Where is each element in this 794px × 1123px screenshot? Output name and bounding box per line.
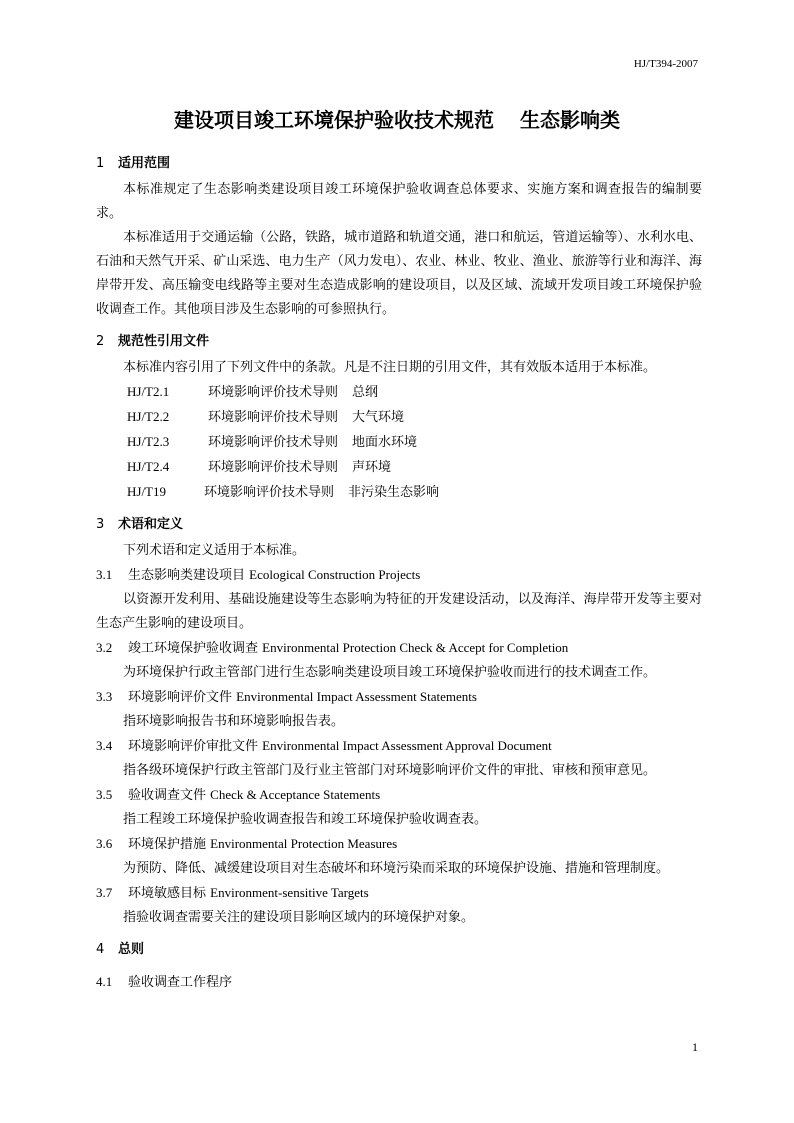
page-number: 1 [692, 1040, 698, 1054]
term-definition: 指环境影响报告书和环境影响报告表。 [123, 714, 345, 729]
reference-item [96, 380, 702, 405]
term-number: 3.7 [96, 885, 113, 900]
term-number: 3.6 [96, 836, 113, 851]
reference-item [96, 455, 702, 480]
reference-topic: 地面水环境 [352, 435, 418, 450]
reference-item [96, 405, 702, 430]
term-en: Ecological Construction Projects [249, 567, 421, 582]
reference-code: HJ/T2.2 [127, 409, 170, 424]
reference-topic: 非污染生态影响 [348, 485, 440, 500]
reference-code: HJ/T2.3 [127, 434, 170, 449]
term-en: Environmental Impact Assessment Statements [236, 689, 477, 704]
paragraph: 本标准适用于交通运输（公路，铁路，城市道路和轨道交通，港口和航运，管道运输等）、水利水电、石油和天然气开采、矿山采选、电力生产（风力发电）、农业、林业、牧业、渔业、旅游等行业和海洋、海岸带开发、高压输变电线路等主要对生态造成影响的建设项目，以及区域、流域开发项目竣工环境保护验收调查工作。其他项目涉及生态影响的可参照执行。 [96, 230, 702, 317]
section-1-heading [96, 150, 702, 178]
reference-code: HJ/T2.4 [127, 459, 170, 474]
reference-name: 环境影响评价技术导则 [208, 410, 339, 425]
reference-item [96, 430, 702, 455]
term-definition: 以资源开发利用、基础设施建设等生态影响为特征的开发建设活动，以及海洋、海岸带开发等主要对生态产生影响的建设项目。 [96, 592, 702, 631]
reference-item [96, 480, 702, 505]
term-number: 3.4 [96, 738, 113, 753]
subsection-title: 验收调查工作程序 [128, 975, 233, 990]
reference-code: HJ/T19 [127, 484, 166, 499]
term-number: 3.5 [96, 787, 113, 802]
term-zh: 环境影响评价文件 [128, 690, 233, 705]
reference-name: 环境影响评价技术导则 [208, 435, 339, 450]
section-number: 1 [96, 156, 105, 171]
term-en: Environmental Protection Check & Accept for Completion [262, 640, 569, 655]
section-number: 3 [96, 517, 105, 532]
reference-name: 环境影响评价技术导则 [208, 460, 339, 475]
term-number: 3.2 [96, 640, 113, 655]
paragraph: 本标准内容引用了下列文件中的条款。凡是不注日期的引用文件，其有效版本适用于本标准。 [123, 360, 657, 375]
term-heading [96, 563, 702, 588]
term-definition: 指各级环境保护行政主管部门及行业主管部门对环境影响评价文件的审批、审核和预审意见。 [123, 763, 657, 778]
term-heading [96, 685, 702, 710]
section-title: 总则 [118, 942, 145, 957]
paragraph: 下列术语和定义适用于本标准。 [123, 543, 306, 558]
term-zh: 环境保护措施 [128, 837, 207, 852]
term-en: Environmental Impact Assessment Approval Document [262, 738, 552, 753]
section-2-heading [96, 328, 702, 356]
reference-topic: 大气环境 [352, 410, 405, 425]
term-number: 3.1 [96, 567, 113, 582]
term-zh: 验收调查文件 [128, 788, 207, 803]
title-main: 建设项目竣工环境保护验收技术规范 [174, 108, 494, 132]
term-en: Environment-sensitive Targets [210, 885, 369, 900]
section-title: 规范性引用文件 [118, 334, 210, 349]
document-code: HJ/T394-2007 [633, 58, 698, 70]
term-en: Check & Acceptance Statements [210, 787, 381, 802]
term-zh: 环境影响评价审批文件 [128, 739, 259, 754]
section-3-heading [96, 511, 702, 539]
term-heading [96, 832, 702, 857]
section-title: 术语和定义 [118, 517, 184, 532]
reference-code: HJ/T2.1 [127, 384, 170, 399]
term-definition: 指验收调查需要关注的建设项目影响区域内的环境保护对象。 [123, 910, 475, 925]
document-body [96, 150, 702, 995]
reference-topic: 声环境 [352, 460, 392, 475]
section-4-heading [96, 936, 702, 964]
term-zh: 环境敏感目标 [128, 886, 207, 901]
section-number: 2 [96, 334, 105, 349]
term-definition: 指工程竣工环境保护验收调查报告和竣工环境保护验收调查表。 [123, 812, 488, 827]
term-number: 3.3 [96, 689, 113, 704]
reference-name: 环境影响评价技术导则 [208, 385, 339, 400]
section-title: 适用范围 [118, 156, 171, 171]
term-definition: 为预防、降低、减缓建设项目对生态破坏和环境污染而采取的环境保护设施、措施和管理制度。 [123, 861, 670, 876]
term-heading [96, 636, 702, 661]
term-zh: 竣工环境保护验收调查 [128, 641, 259, 656]
paragraph: 本标准规定了生态影响类建设项目竣工环境保护验收调查总体要求、实施方案和调查报告的编制要求。 [96, 182, 702, 221]
term-heading [96, 734, 702, 759]
subsection-number: 4.1 [96, 974, 113, 989]
term-heading [96, 783, 702, 808]
term-definition: 为环境保护行政主管部门进行生态影响类建设项目竣工环境保护验收而进行的技术调查工作。 [123, 665, 657, 680]
term-zh: 生态影响类建设项目 [128, 568, 246, 583]
subsection-heading [96, 970, 702, 995]
term-en: Environmental Protection Measures [210, 836, 398, 851]
reference-name: 环境影响评价技术导则 [204, 485, 335, 500]
term-heading [96, 881, 702, 906]
section-number: 4 [96, 942, 105, 957]
reference-topic: 总纲 [352, 385, 379, 400]
page-title [0, 104, 794, 133]
title-sub: 生态影响类 [520, 108, 620, 132]
